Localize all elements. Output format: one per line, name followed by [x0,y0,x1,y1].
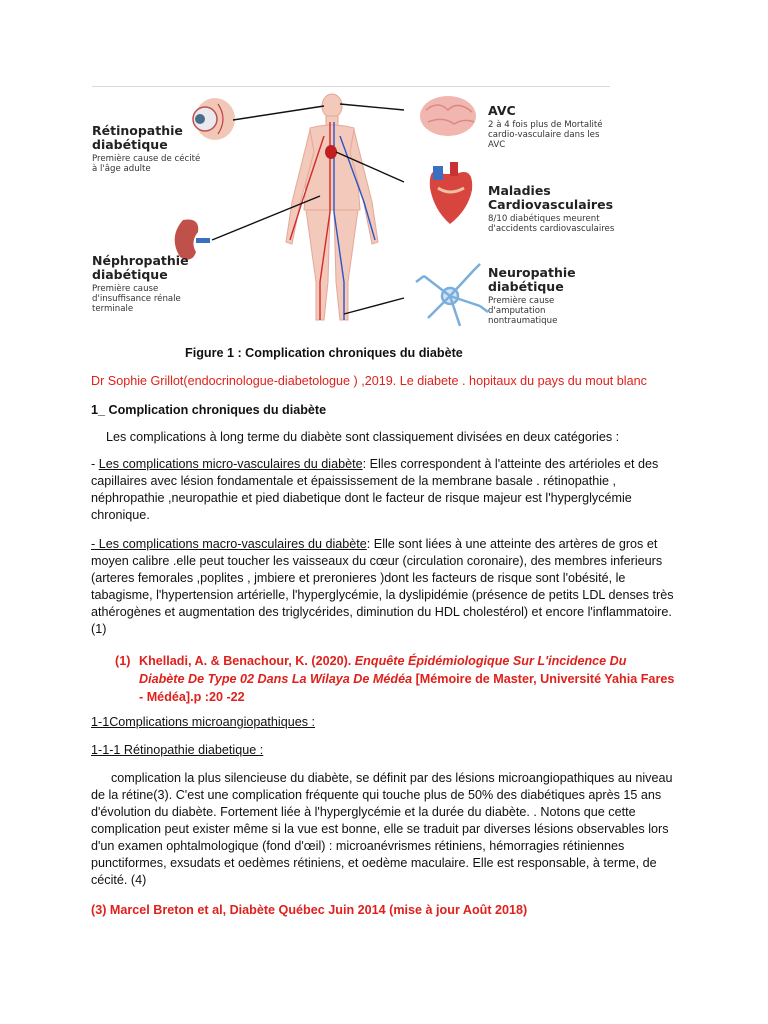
neuropathie-subtitle: Première cause d'amputation nontraumatique [488,296,558,326]
neuron-icon [416,264,488,326]
avc-title: AVC [488,103,516,118]
micro-paragraph [91,456,681,524]
label-retinopathie [92,124,202,174]
reference-1-number: (1) [115,654,131,668]
retinopathie-paragraph: complication la plus silencieuse du diabète, se définit par des lésions microangiopathiques au niveau de la rétine(3). C'est une complication fréquente qui touche plus de 50% des diabétiques après 15 ans d'évolution du diabète. Fortement liée à l'hyperglycémie et la durée du diabète. . Notons que cette complication peut exister même si la vue est bonne, elle se traduit par diverses lésions observables lors d'un examen ophtalmologique (fond d'œil) : microanévrismes rétiniens, hémorragies rétiniennes punctiformes, exsudats et oedèmes rétiniens, et oedème maculaire. Elle est responsable, à terme, de cécité. (4) [91,771,673,887]
cardio-title: Maladies Cardiovasculaires [488,183,614,212]
retinopathie-subtitle: Première cause de cécité à l'âge adulte [92,154,201,174]
micro-label: Les complications micro-vasculaires du diabète [98,457,363,471]
blood-vessels [290,122,375,320]
reference-1-rest: [Mémoire de Master, Université Yahia Fares - Médéa].p :20 -22 [139,672,675,704]
macro-label: - Les complications macro-vasculaires du diabète [91,537,367,551]
brain-icon [420,96,476,136]
section-title: 1_ Complication chroniques du diabète [91,403,327,417]
top-divider [92,86,610,87]
neuropathie-title: Neuropathie diabétique [488,265,576,294]
cardio-subtitle: 8/10 diabétiques meurent d'accidents cardiovasculaires [488,214,615,234]
reference-3: (3) Marcel Breton et al, Diabète Québec Juin 2014 (mise à jour Août 2018) [91,903,528,917]
intro-paragraph: Les complications à long terme du diabète sont classiquement divisées en deux catégories : [106,430,620,444]
avc-subtitle: 2 à 4 fois plus de Mortalité cardio-vasculaire dans les AVC [488,120,603,150]
nephropathie-subtitle: Première cause d'insuffisance rénale terminale [92,284,181,314]
nephropathie-title: Néphropathie diabétique [92,253,189,282]
subsection-title: 1-1Complications microangiopathiques : [91,715,316,729]
reference-1-authors: Khelladi, A. & Benachour, K. (2020). [139,654,355,668]
reference-1 [115,652,675,706]
retinopathie-title: Rétinopathie diabétique [92,123,183,152]
label-neuropathie [488,266,608,326]
macro-text: : Elle sont liées à une atteinte des artères de gros et moyen calibre .elle peut toucher les vaisseaux du cœur (circulation coronaire), des membres inferieurs (arteres femorales ,poplites , jmbiere et preronieres )dont les facteurs de risque sont l'obésité, le tabagisme, l'hypertension artérielle, l'hyperglycémie, la dyslipidémie (présence de petits LDL denses très athérogènes et augmentation des triglycérides, diminution du HDL cholestérol) et encore l'inflammatoire. (1) [91,537,674,636]
source-citation: Dr Sophie Grillot(endocrinologue-diabetologue ) ,2019. Le diabete . hopitaux du pays du mout blanc [91,374,647,388]
label-nephropathie [92,254,204,314]
figure-caption: Figure 1 : Complication chroniques du diabète [185,346,463,360]
reference-1-title: Enquête Épidémiologique Sur L'incidence Du Diabète De Type 02 Dans La Wilaya De Médéa [139,654,627,686]
heart-icon [430,162,472,224]
micro-prefix: - [91,457,99,471]
subsubsection-title: 1-1-1 Rétinopathie diabetique : [91,743,264,757]
complications-figure [88,92,618,337]
macro-paragraph [91,536,676,638]
label-cardio [488,184,616,234]
micro-text: : Elles correspondent à l'atteinte des artérioles et des capillaires avec lésion fondamentale et épaississement de la membrane basale . rétinopathie , néphropathie ,neuropathie et pied diabetique dont le facteur de risque majeur est l'hyperglycémie chronique. [91,457,659,522]
label-avc [488,104,608,150]
